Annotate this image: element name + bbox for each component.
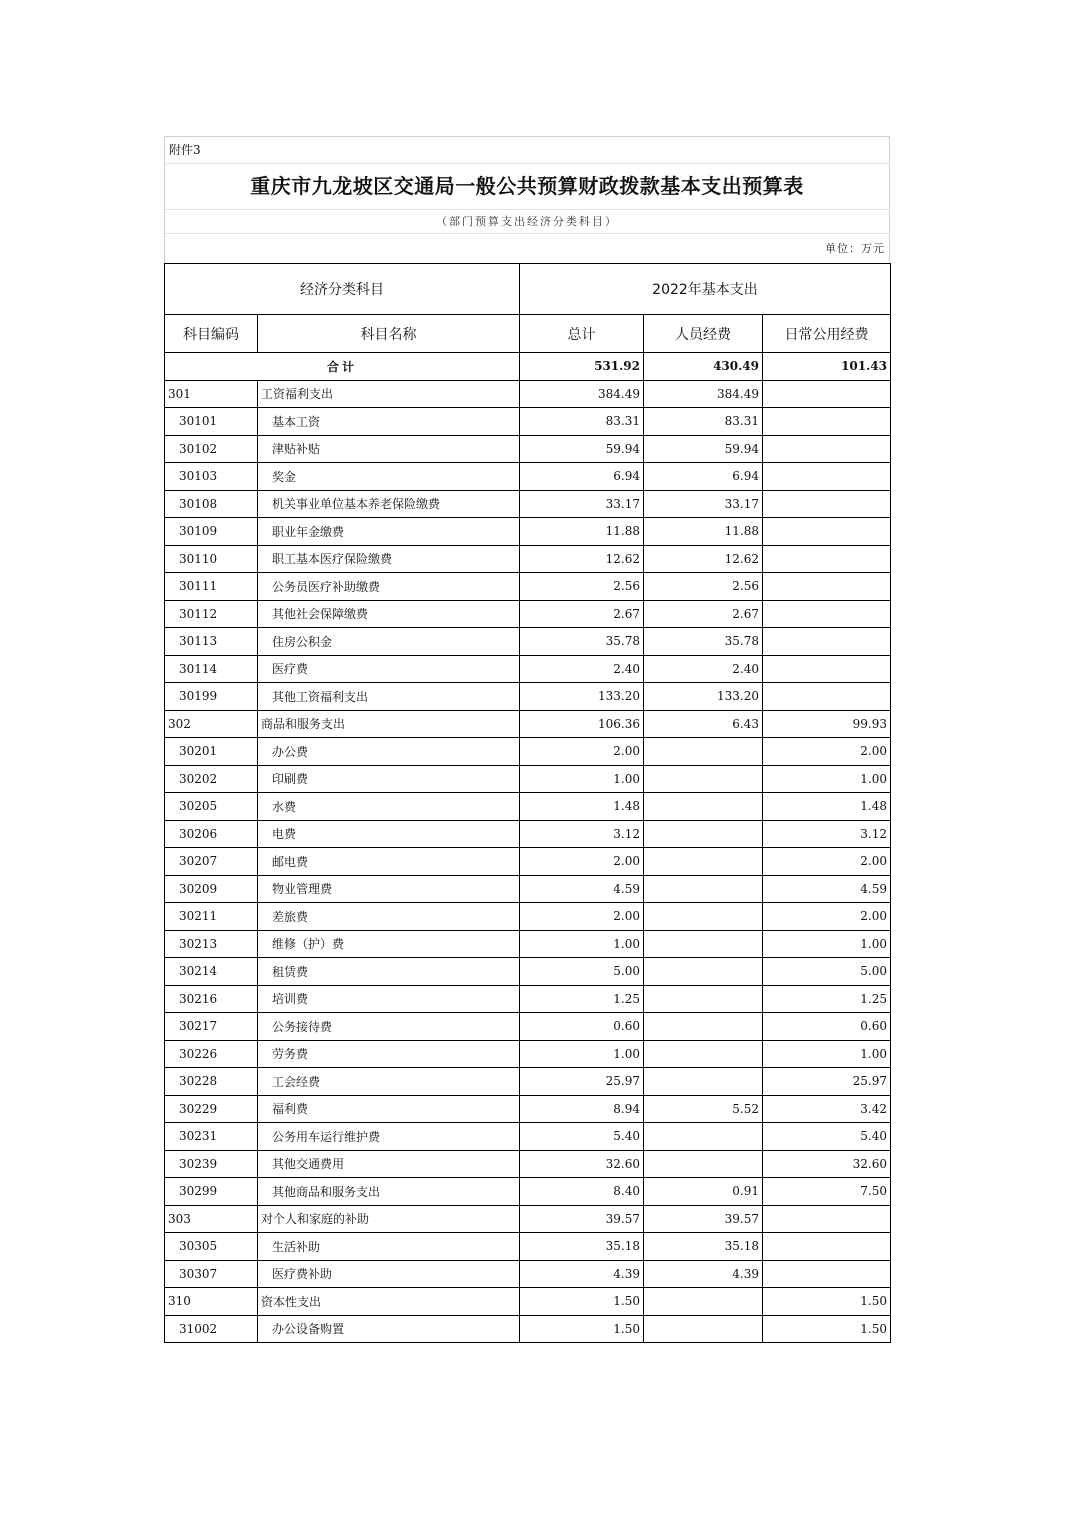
table-row [165,408,891,436]
row-personnel [644,930,763,958]
row-total: 106.36 [520,710,644,738]
row-code: 301 [165,380,258,408]
row-total: 33.17 [520,490,644,518]
row-personnel: 35.78 [644,628,763,656]
row-public [763,1205,891,1233]
total-label: 合计 [165,353,520,381]
table-row [165,1205,891,1233]
table-row [165,490,891,518]
header-group-classification: 经济分类科目 [165,264,520,315]
header-personnel: 人员经费 [644,315,763,353]
row-personnel: 12.62 [644,545,763,573]
row-public [763,518,891,546]
row-name: 医疗费补助 [258,1260,520,1288]
table-row [165,518,891,546]
row-code: 30111 [165,573,258,601]
header-public: 日常公用经费 [763,315,891,353]
row-code: 30110 [165,545,258,573]
row-personnel [644,1068,763,1096]
row-public: 3.42 [763,1095,891,1123]
table-row [165,958,891,986]
budget-table [164,263,891,1343]
table-row [165,380,891,408]
row-total: 133.20 [520,683,644,711]
table-row [165,600,891,628]
row-code: 30305 [165,1233,258,1261]
table-row [165,1150,891,1178]
row-public: 4.59 [763,875,891,903]
row-personnel [644,1315,763,1343]
row-name: 水费 [258,793,520,821]
row-code: 30205 [165,793,258,821]
table-row [165,463,891,491]
row-personnel [644,958,763,986]
row-total: 35.18 [520,1233,644,1261]
row-total: 1.00 [520,765,644,793]
table-row [165,1095,891,1123]
row-total: 12.62 [520,545,644,573]
row-name: 办公费 [258,738,520,766]
row-total: 5.40 [520,1123,644,1151]
table-row [165,435,891,463]
row-name: 机关事业单位基本养老保险缴费 [258,490,520,518]
row-public [763,1260,891,1288]
row-public: 1.00 [763,930,891,958]
budget-sheet [164,136,890,1343]
row-name: 生活补助 [258,1233,520,1261]
row-code: 30213 [165,930,258,958]
row-total: 2.56 [520,573,644,601]
row-total: 1.48 [520,793,644,821]
row-name: 医疗费 [258,655,520,683]
table-row [165,683,891,711]
row-personnel: 5.52 [644,1095,763,1123]
row-code: 31002 [165,1315,258,1343]
row-public [763,463,891,491]
table-row [165,1123,891,1151]
row-personnel: 2.67 [644,600,763,628]
row-name: 电费 [258,820,520,848]
row-personnel [644,793,763,821]
table-row [165,1040,891,1068]
row-public: 2.00 [763,903,891,931]
row-name: 职工基本医疗保险缴费 [258,545,520,573]
row-code: 30202 [165,765,258,793]
row-code: 302 [165,710,258,738]
row-public: 7.50 [763,1178,891,1206]
row-code: 30206 [165,820,258,848]
row-code: 30211 [165,903,258,931]
row-public: 32.60 [763,1150,891,1178]
row-total: 5.00 [520,958,644,986]
header-name: 科目名称 [258,315,520,353]
row-personnel [644,1040,763,1068]
row-code: 30228 [165,1068,258,1096]
row-name: 邮电费 [258,848,520,876]
row-personnel [644,765,763,793]
row-total: 1.00 [520,930,644,958]
row-personnel: 384.49 [644,380,763,408]
total-personnel: 430.49 [644,353,763,381]
row-public: 25.97 [763,1068,891,1096]
row-name: 印刷费 [258,765,520,793]
row-code: 30231 [165,1123,258,1151]
header-group-basic-expenditure: 2022年基本支出 [520,264,891,315]
row-total: 83.31 [520,408,644,436]
row-public [763,545,891,573]
row-public [763,573,891,601]
row-name: 职业年金缴费 [258,518,520,546]
row-personnel: 6.94 [644,463,763,491]
row-personnel: 39.57 [644,1205,763,1233]
row-code: 30201 [165,738,258,766]
row-public [763,600,891,628]
table-row [165,985,891,1013]
row-name: 住房公积金 [258,628,520,656]
row-name: 劳务费 [258,1040,520,1068]
row-name: 工资福利支出 [258,380,520,408]
row-code: 30108 [165,490,258,518]
row-total: 2.67 [520,600,644,628]
row-code: 30102 [165,435,258,463]
table-row [165,1068,891,1096]
table-row [165,793,891,821]
row-public: 1.48 [763,793,891,821]
row-code: 30112 [165,600,258,628]
row-code: 30214 [165,958,258,986]
row-public: 99.93 [763,710,891,738]
row-public: 0.60 [763,1013,891,1041]
row-total: 1.50 [520,1288,644,1316]
total-total: 531.92 [520,353,644,381]
row-public [763,655,891,683]
row-name: 津贴补贴 [258,435,520,463]
row-code: 30299 [165,1178,258,1206]
row-name: 培训费 [258,985,520,1013]
row-personnel: 11.88 [644,518,763,546]
row-code: 30226 [165,1040,258,1068]
row-public: 3.12 [763,820,891,848]
row-personnel [644,1288,763,1316]
row-public: 2.00 [763,848,891,876]
row-total: 2.00 [520,738,644,766]
row-name: 维修（护）费 [258,930,520,958]
table-row [165,1013,891,1041]
row-total: 25.97 [520,1068,644,1096]
table-row [165,930,891,958]
row-code: 30199 [165,683,258,711]
table-row [165,875,891,903]
row-personnel [644,820,763,848]
table-row [165,573,891,601]
row-code: 30113 [165,628,258,656]
table-row [165,1260,891,1288]
row-code: 30217 [165,1013,258,1041]
row-total: 59.94 [520,435,644,463]
attachment-label: 附件3 [165,136,889,164]
row-total: 39.57 [520,1205,644,1233]
table-row [165,545,891,573]
table-row [165,655,891,683]
row-total: 2.40 [520,655,644,683]
row-name: 公务员医疗补助缴费 [258,573,520,601]
row-personnel: 0.91 [644,1178,763,1206]
row-total: 32.60 [520,1150,644,1178]
table-row [165,1315,891,1343]
row-personnel [644,848,763,876]
row-code: 30101 [165,408,258,436]
total-public: 101.43 [763,353,891,381]
row-personnel [644,875,763,903]
row-name: 其他社会保障缴费 [258,600,520,628]
row-total: 4.59 [520,875,644,903]
row-code: 310 [165,1288,258,1316]
row-name: 物业管理费 [258,875,520,903]
row-personnel: 133.20 [644,683,763,711]
row-personnel: 35.18 [644,1233,763,1261]
page-title: 重庆市九龙坡区交通局一般公共预算财政拨款基本支出预算表 [165,164,889,210]
header-code: 科目编码 [165,315,258,353]
row-personnel: 2.40 [644,655,763,683]
row-personnel: 2.56 [644,573,763,601]
table-row [165,848,891,876]
row-personnel [644,1013,763,1041]
row-public: 1.50 [763,1288,891,1316]
row-name: 商品和服务支出 [258,710,520,738]
header-total: 总计 [520,315,644,353]
row-total: 8.40 [520,1178,644,1206]
row-code: 30114 [165,655,258,683]
row-personnel: 4.39 [644,1260,763,1288]
row-code: 30109 [165,518,258,546]
table-row [165,1233,891,1261]
row-name: 其他交通费用 [258,1150,520,1178]
row-total: 2.00 [520,903,644,931]
row-personnel: 33.17 [644,490,763,518]
row-public [763,408,891,436]
row-total: 1.00 [520,1040,644,1068]
row-total: 0.60 [520,1013,644,1041]
row-total: 2.00 [520,848,644,876]
row-total: 11.88 [520,518,644,546]
row-personnel [644,985,763,1013]
page-subtitle: （部门预算支出经济分类科目） [165,210,889,234]
row-code: 30239 [165,1150,258,1178]
row-public [763,1233,891,1261]
row-total: 1.25 [520,985,644,1013]
row-personnel: 6.43 [644,710,763,738]
table-row [165,903,891,931]
row-personnel [644,1123,763,1151]
row-personnel [644,1150,763,1178]
row-name: 公务接待费 [258,1013,520,1041]
row-personnel: 59.94 [644,435,763,463]
row-total: 384.49 [520,380,644,408]
row-code: 30209 [165,875,258,903]
table-body [165,380,891,1343]
table-row [165,738,891,766]
row-name: 福利费 [258,1095,520,1123]
row-name: 工会经费 [258,1068,520,1096]
row-name: 办公设备购置 [258,1315,520,1343]
row-total: 1.50 [520,1315,644,1343]
unit-label: 单位：万元 [825,242,885,255]
row-public [763,435,891,463]
row-personnel: 83.31 [644,408,763,436]
row-code: 30307 [165,1260,258,1288]
row-code: 30207 [165,848,258,876]
row-name: 公务用车运行维护费 [258,1123,520,1151]
sheet-header [164,136,890,263]
row-name: 租赁费 [258,958,520,986]
table-row [165,1178,891,1206]
row-personnel [644,738,763,766]
row-public: 1.00 [763,1040,891,1068]
row-public [763,380,891,408]
row-public [763,683,891,711]
row-name: 其他商品和服务支出 [258,1178,520,1206]
row-public: 1.00 [763,765,891,793]
row-name: 基本工资 [258,408,520,436]
row-public: 5.00 [763,958,891,986]
row-code: 30229 [165,1095,258,1123]
row-name: 差旅费 [258,903,520,931]
row-total: 6.94 [520,463,644,491]
row-total: 35.78 [520,628,644,656]
row-name: 资本性支出 [258,1288,520,1316]
table-row [165,628,891,656]
row-public: 5.40 [763,1123,891,1151]
table-row [165,1288,891,1316]
row-code: 30103 [165,463,258,491]
row-name: 其他工资福利支出 [258,683,520,711]
row-code: 30216 [165,985,258,1013]
row-public: 1.50 [763,1315,891,1343]
row-name: 对个人和家庭的补助 [258,1205,520,1233]
row-public: 2.00 [763,738,891,766]
table-row [165,765,891,793]
total-row [165,353,891,381]
row-public [763,628,891,656]
row-public: 1.25 [763,985,891,1013]
row-total: 8.94 [520,1095,644,1123]
table-row [165,820,891,848]
row-total: 3.12 [520,820,644,848]
row-code: 303 [165,1205,258,1233]
row-total: 4.39 [520,1260,644,1288]
row-personnel [644,903,763,931]
row-name: 奖金 [258,463,520,491]
table-row [165,710,891,738]
row-public [763,490,891,518]
